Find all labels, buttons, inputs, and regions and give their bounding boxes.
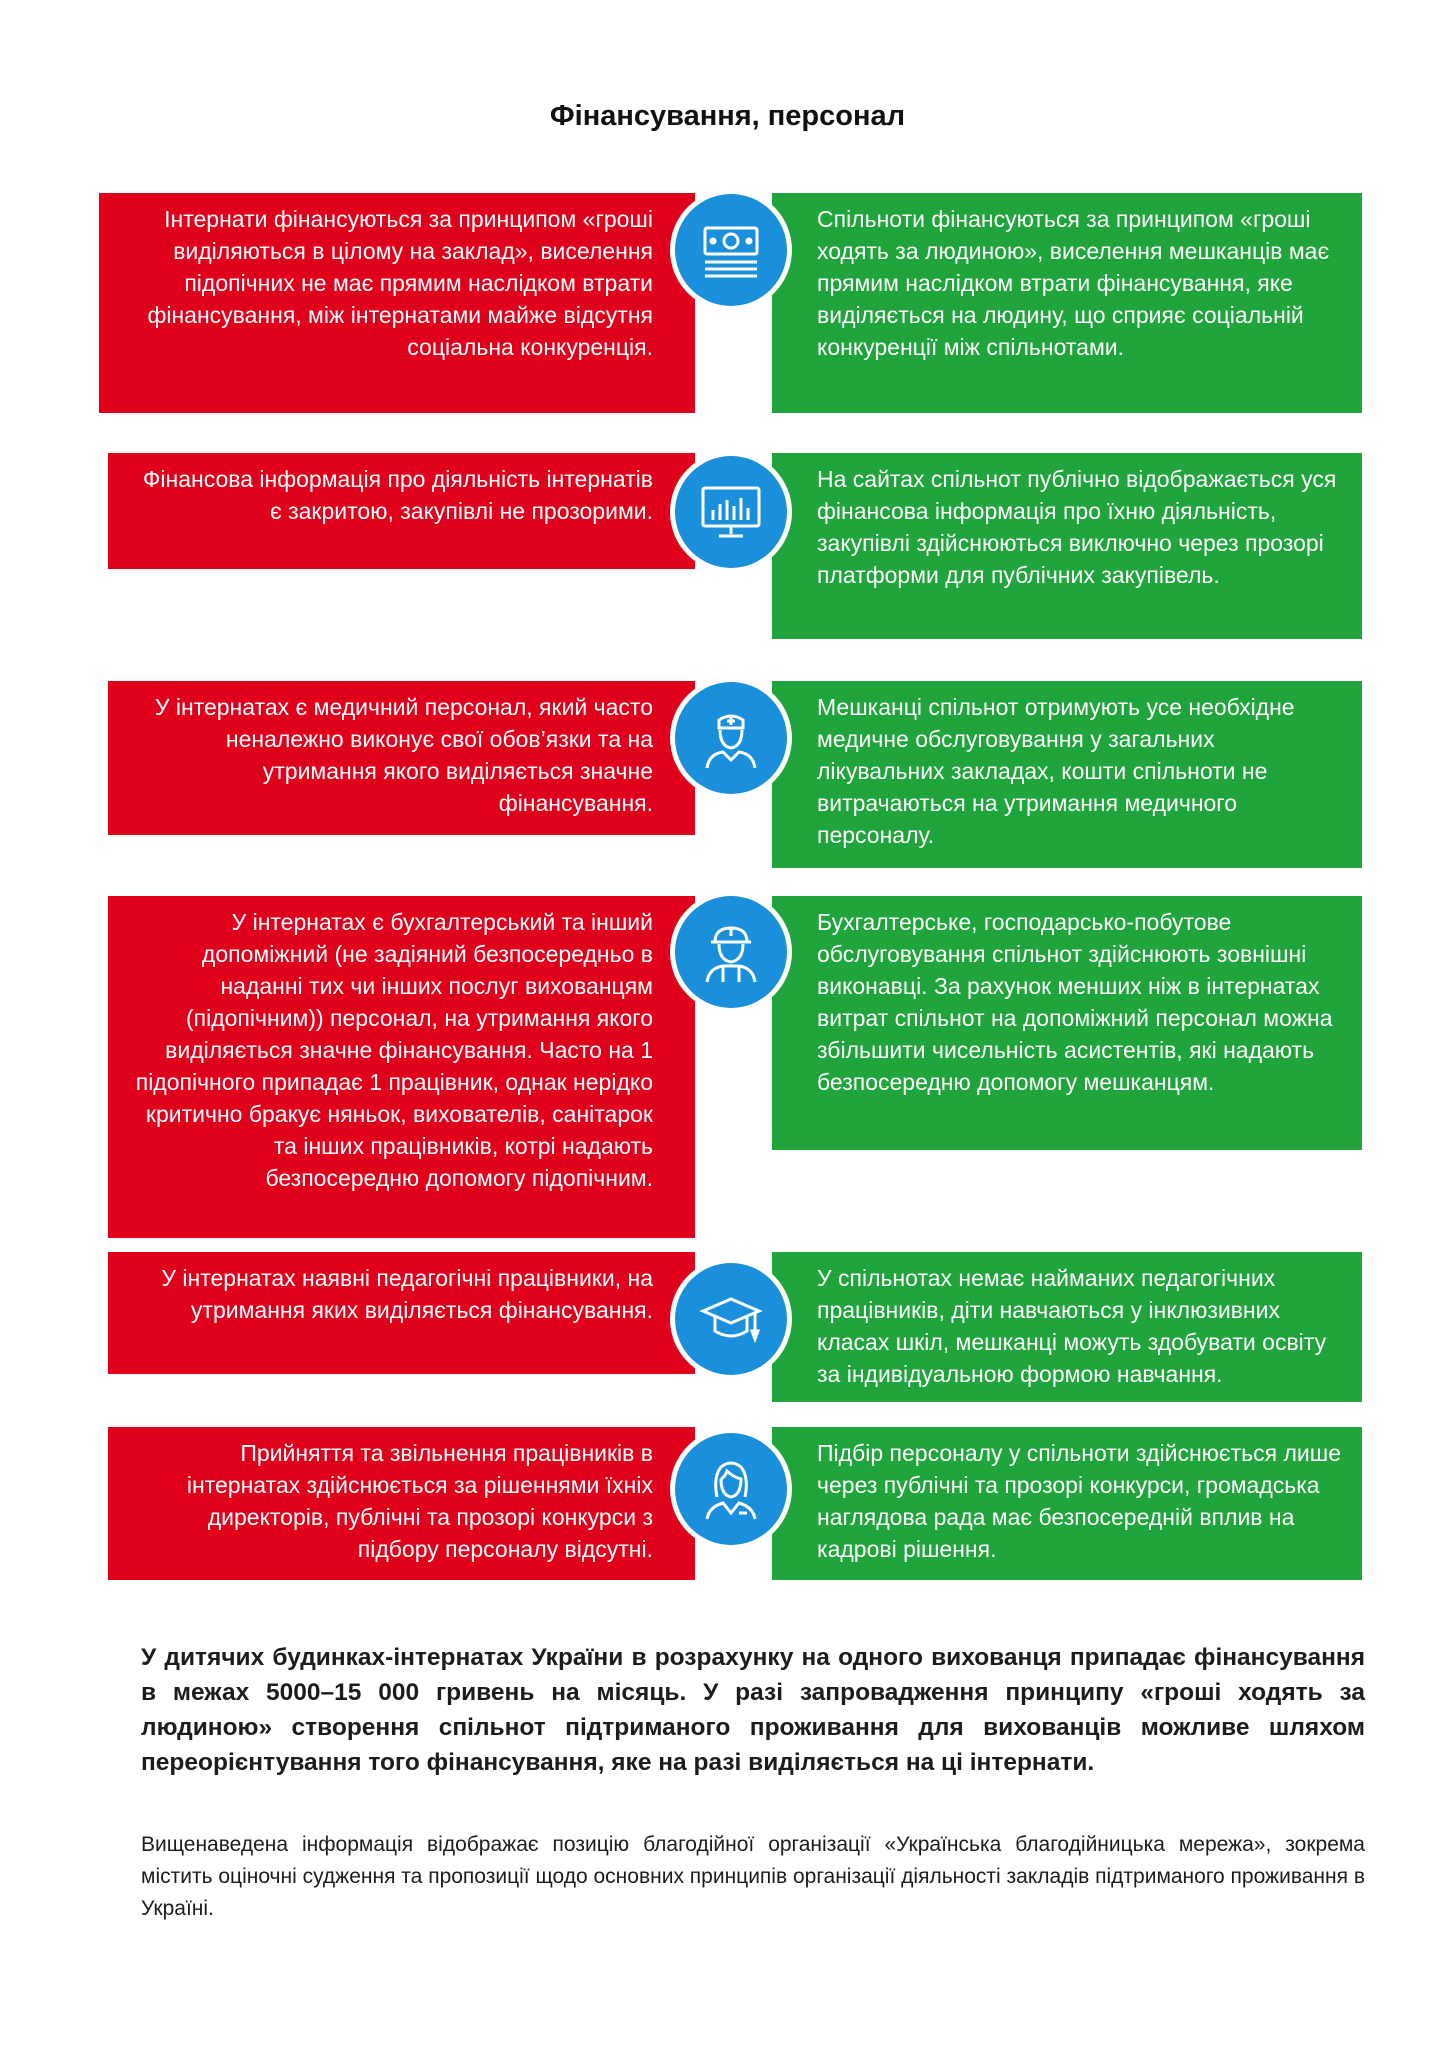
community-finance-info-box bbox=[772, 453, 1362, 639]
nurse-icon bbox=[670, 677, 792, 799]
money-icon bbox=[670, 189, 792, 311]
community-teachers-box bbox=[772, 1252, 1362, 1402]
community-hiring-text: Підбір персоналу у спільноти здійснюється лише через публічні та прозорі конкурси, громадська наглядова рада має безпосередній вплив на кадрові рішення. bbox=[817, 1440, 1342, 1562]
internat-hiring-text: Прийняття та звільнення працівників в інтернатах здійснюється за рішеннями їхніх директорів, публічні та прозорі конкурси з підбору персоналу відсутні. bbox=[186, 1440, 653, 1562]
community-teachers-text: У спільнотах немає найманих педагогічних працівників, діти навчаються у інклюзивних класах шкіл, мешканці можуть здобувати освіту за індивідуальною формою навчання. bbox=[817, 1265, 1327, 1387]
woman-icon bbox=[670, 1428, 792, 1550]
internat-support-staff-text: У інтернатах є бухгалтерський та інший допоміжний (не задіяний безпосередньо в наданні тих чи інших послуг вихованцям (підопічним)) персонал, на утримання якого виділяється значне фінансування. Часто на 1 підопічного припадає 1 працівник, однак нерідко критично бракує няньок, вихователів, санітарок та інших працівників, котрі надають безпосередню допомогу підопічним. bbox=[135, 909, 653, 1191]
community-support-staff-box bbox=[772, 896, 1362, 1150]
community-funding-box bbox=[772, 193, 1362, 413]
disclaimer-paragraph: Вищенаведена інформація відображає позицію благодійної організації «Українська благодійницька мережа», зокрема містить оціночні судження та пропозиції щодо основних принципів організації діяльності закладів підтриманого проживання в Україні. bbox=[141, 1833, 1365, 1920]
internat-funding-box bbox=[99, 193, 695, 413]
summary-paragraph: У дитячих будинках-інтернатах України в розрахунку на одного вихованця припадає фінансування в межах 5000–15 000 гривень на місяць. У разі запровадження принципу «гроші ходять за людиною» створення спільнот підтриманого проживання для вихованців можливе шляхом переорієнтування того фінансування, яке на разі виділяється на ці інтернати. bbox=[141, 1644, 1365, 1776]
internat-funding-text: Інтернати фінансуються за принципом «гроші виділяються в цілому на заклад», виселення підопічних не має прямим наслідком втрати фінансування, між інтернатами майже відсутня соціальна конкуренція. bbox=[147, 206, 653, 360]
internat-medical-text: У інтернатах є медичний персонал, який часто неналежно виконує свої обов’язки та на утримання якого виділяється значне фінансування. bbox=[154, 694, 653, 816]
community-support-staff-text: Бухгалтерське, господарсько-побутове обслуговування спільнот здійснюють зовнішні виконавці. За рахунок менших ніж в інтернатах витрат спільнот на допоміжний персонал можна збільшити чисельність асистентів, які надають безпосередню допомогу мешканцям. bbox=[817, 909, 1333, 1095]
community-funding-text: Спільноти фінансуються за принципом «гроші ходять за людиною», виселення мешканців має прямим наслідком втрати фінансування, яке виділяється на людину, що сприяє соціальній конкуренції між спільнотами. bbox=[817, 206, 1330, 360]
internat-teachers-box bbox=[108, 1252, 695, 1374]
worker-icon bbox=[670, 891, 792, 1013]
page-title: Фінансування, персонал bbox=[549, 100, 906, 132]
internat-medical-box bbox=[108, 681, 695, 835]
internat-finance-info-text: Фінансова інформація про діяльність інтернатів є закритою, закупівлі не прозорими. bbox=[142, 466, 653, 524]
graduation-cap-icon bbox=[670, 1258, 792, 1380]
community-hiring-box bbox=[772, 1427, 1362, 1580]
community-medical-box bbox=[772, 681, 1362, 868]
internat-hiring-box bbox=[108, 1427, 695, 1580]
internat-support-staff-box bbox=[108, 896, 695, 1238]
monitor-chart-icon bbox=[670, 451, 792, 573]
community-finance-info-text: На сайтах спільнот публічно відображається уся фінансова інформація про їхню діяльність, закупівлі здійснюються виключно через прозорі платформи для публічних закупівель. bbox=[817, 466, 1337, 588]
internat-finance-info-box bbox=[108, 453, 695, 569]
community-medical-text: Мешканці спільнот отримують усе необхідне медичне обслуговування у загальних лікувальних закладах, кошти спільноти не витрачаються на утримання медичного персоналу. bbox=[817, 694, 1295, 848]
internat-teachers-text: У інтернатах наявні педагогічні працівники, на утримання яких виділяється фінансування. bbox=[161, 1265, 653, 1323]
